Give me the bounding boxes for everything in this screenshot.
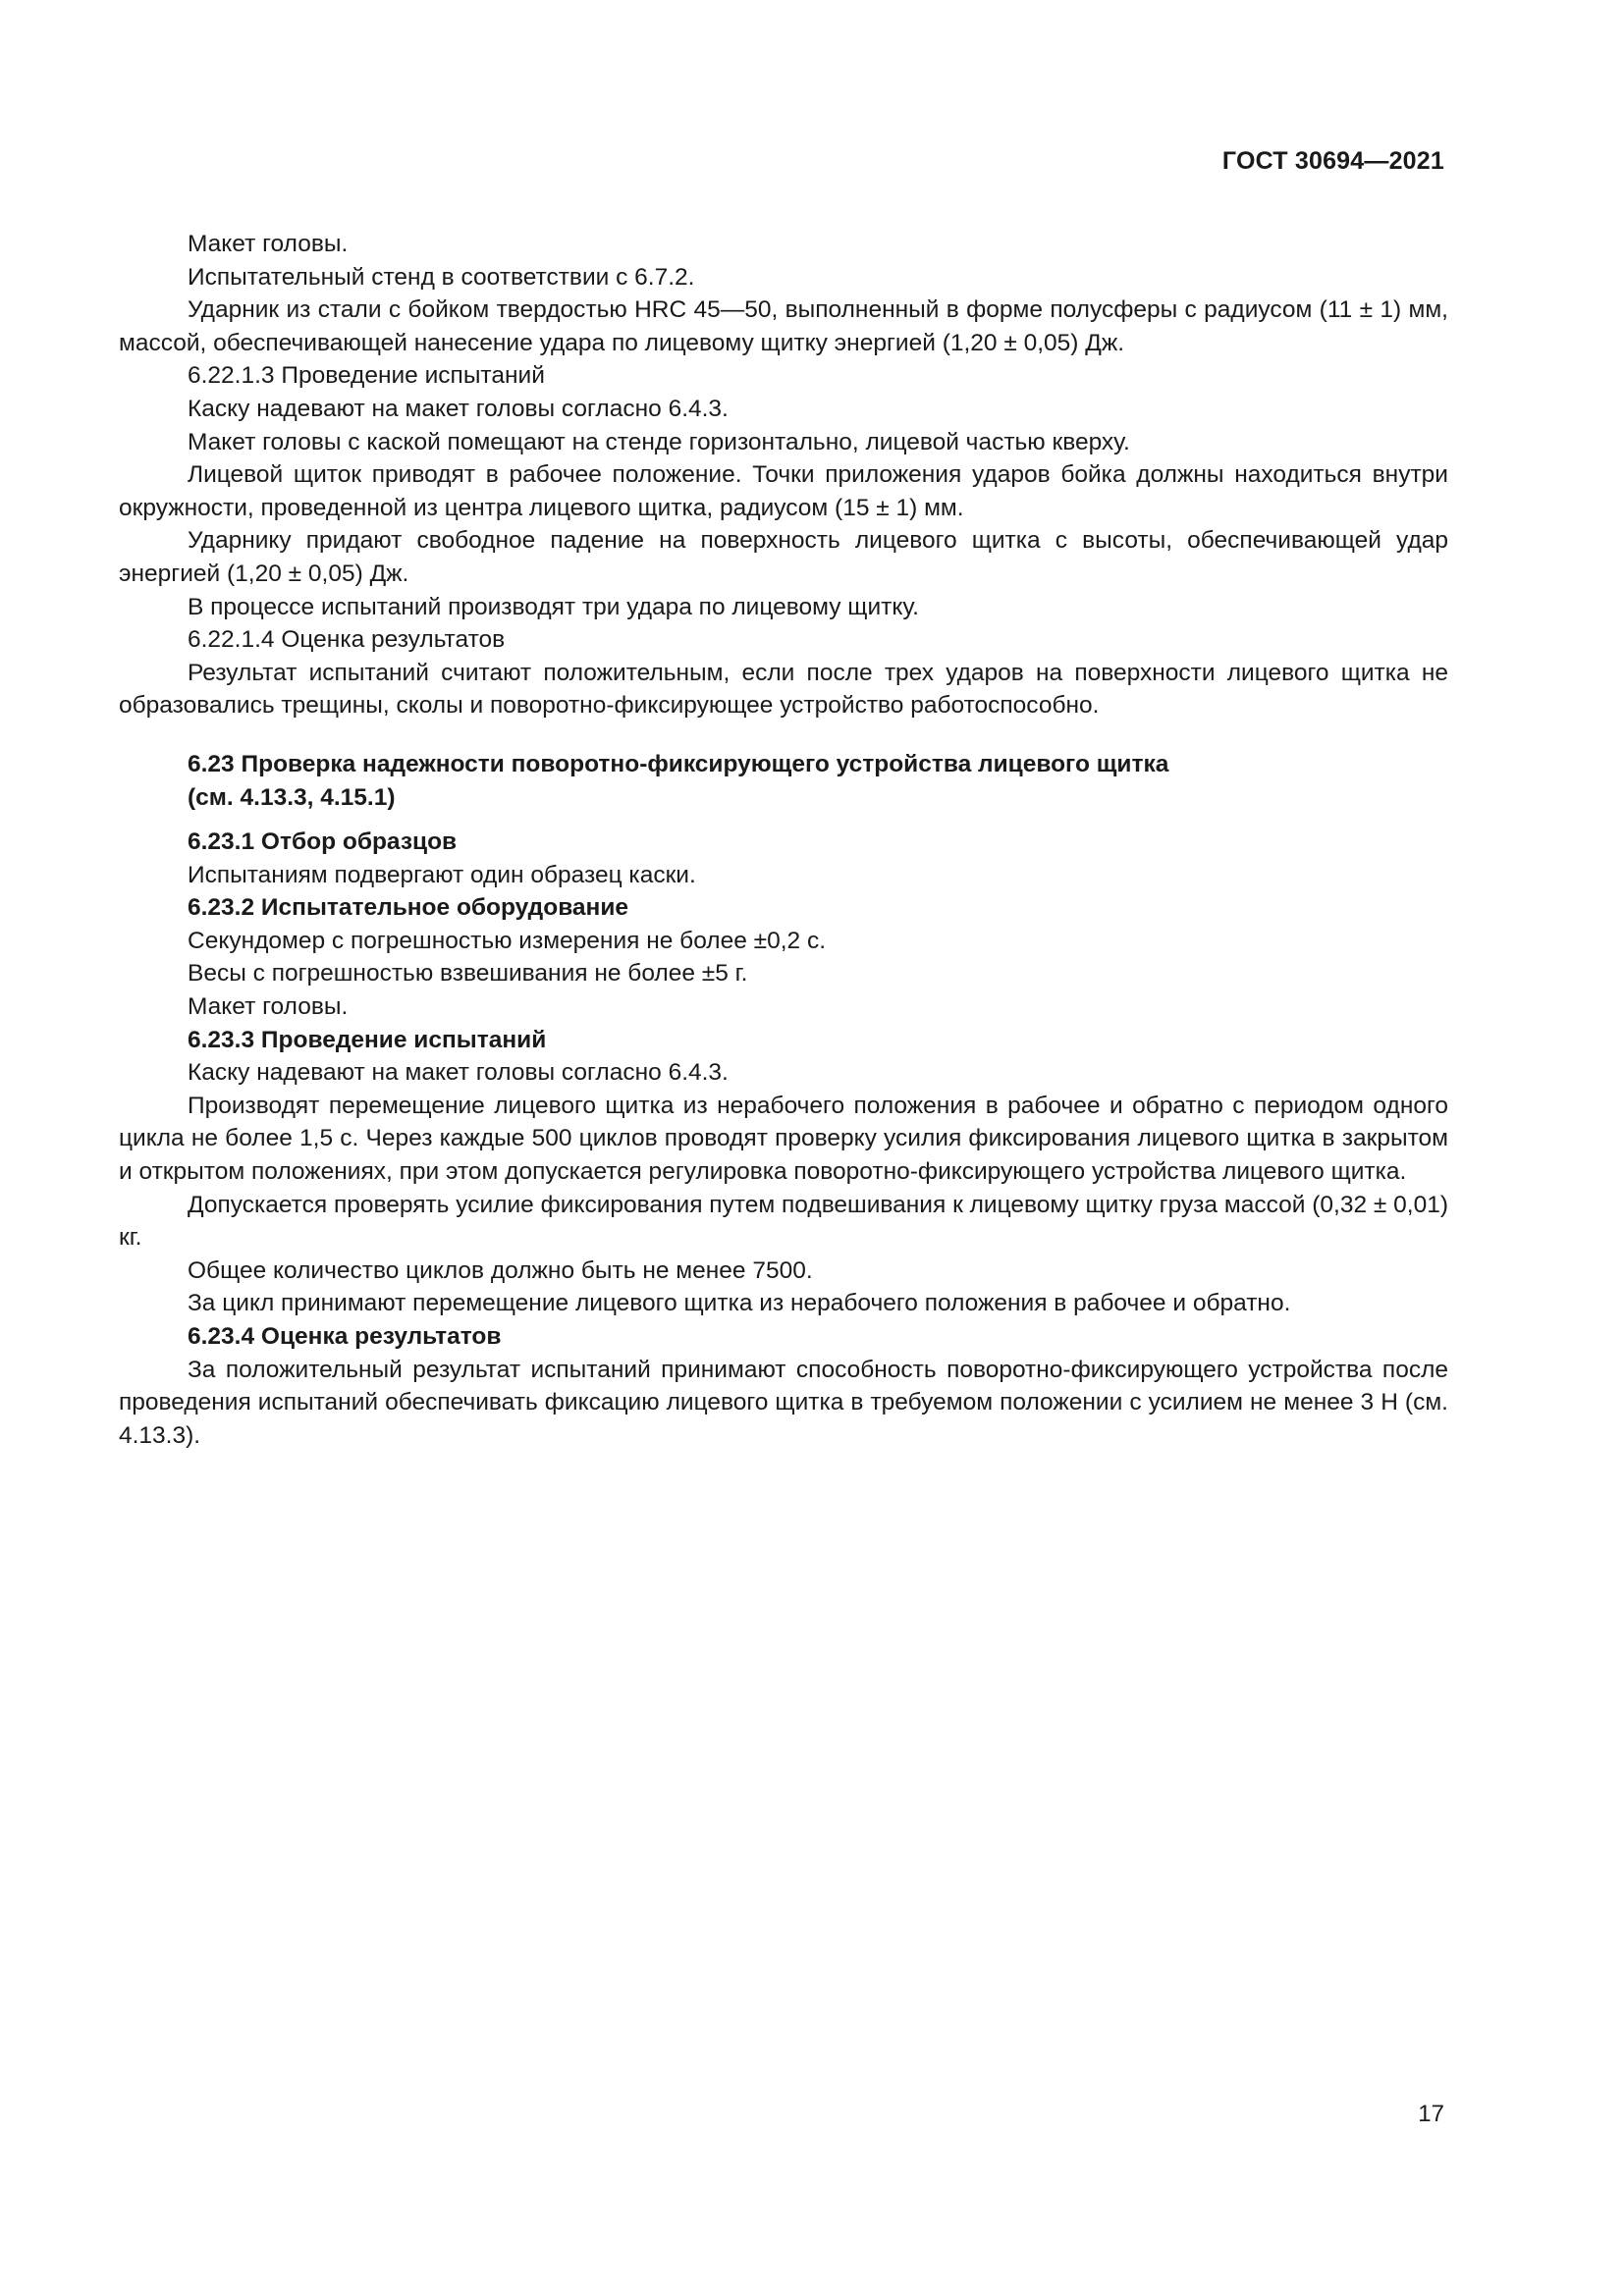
- section-title: [119, 748, 1448, 814]
- subsection-heading: 6.23.3 Проведение испытаний: [188, 1026, 547, 1053]
- paragraph: Допускается проверять усилие фиксирования путем подвешивания к лицевому щитку груза массой (0,32 ± 0,01) кг.: [119, 1191, 1448, 1252]
- paragraph: Ударнику придают свободное падение на поверхность лицевого щитка с высоты, обеспечивающей удар энергией (1,20 ± 0,05) Дж.: [119, 527, 1448, 587]
- subsection-heading: 6.22.1.4 Оценка результатов: [188, 626, 506, 654]
- paragraph: В процессе испытаний производят три удара по лицевому щитку.: [188, 593, 919, 620]
- paragraph: За положительный результат испытаний принимают способность поворотно-фиксирующего устройства после проведения испытаний обеспечивать фиксацию лицевого щитка в требуемом положении с усилием не менее 3 Н (см. 4.13.3).: [119, 1356, 1448, 1449]
- paragraph: Макет головы с каской помещают на стенде горизонтально, лицевой частью кверху.: [188, 428, 1130, 455]
- paragraph: Макет головы.: [188, 993, 349, 1021]
- page-number: 17: [1418, 2101, 1444, 2127]
- paragraph: Результат испытаний считают положительным, если после трех ударов на поверхности лицевого щитка не образовались трещины, сколы и поворотно-фиксирующее устройство работоспособно.: [119, 659, 1448, 720]
- subsection-heading: 6.23.1 Отбор образцов: [188, 828, 458, 856]
- subsection-heading: 6.23.4 Оценка результатов: [188, 1323, 502, 1350]
- section-title-line-1: 6.23 Проверка надежности поворотно-фиксирующего устройства лицевого щитка: [188, 750, 1169, 777]
- paragraph: Секундомер с погрешностью измерения не более ±0,2 с.: [188, 927, 827, 954]
- paragraph: Испытаниям подвергают один образец каски.: [188, 861, 696, 888]
- paragraph: Весы с погрешностью взвешивания не более ±5 г.: [188, 960, 748, 988]
- paragraph: За цикл принимают перемещение лицевого щитка из нерабочего положения в рабочее и обратно.: [188, 1290, 1291, 1317]
- paragraph: Макет головы.: [188, 231, 349, 257]
- subsection-heading: 6.23.2 Испытательное оборудование: [188, 894, 629, 922]
- document-id-header: ГОСТ 30694—2021: [1221, 147, 1444, 175]
- paragraph: Испытательный стенд в соответствии с 6.7.2.: [188, 263, 695, 291]
- paragraph: Производят перемещение лицевого щитка из нерабочего положения в рабочее и обратно с периодом одного цикла не более 1,5 с. Через каждые 500 циклов проводят проверку усилия фиксирования лицевого щитка в закрытом и открытом положениях, при этом допускается регулировка поворотно-фиксирующего устройства лицевого щитка.: [119, 1092, 1448, 1186]
- section-title-line-2: (см. 4.13.3, 4.15.1): [188, 783, 396, 811]
- paragraph: Каску надевают на макет головы согласно 6.4.3.: [188, 395, 729, 422]
- paragraph: Общее количество циклов должно быть не менее 7500.: [188, 1256, 813, 1284]
- document-body: [119, 228, 1448, 1452]
- subsection-heading: 6.22.1.3 Проведение испытаний: [188, 362, 545, 390]
- paragraph: Лицевой щиток приводят в рабочее положение. Точки приложения ударов бойка должны находиться внутри окружности, проведенной из центра лицевого щитка, радиусом (15 ± 1) мм.: [119, 461, 1448, 521]
- paragraph: Каску надевают на макет головы согласно 6.4.3.: [188, 1059, 729, 1087]
- paragraph: Ударник из стали с бойком твердостью HRC 45—50, выполненный в форме полусферы с радиусом (11 ± 1) мм, массой, обеспечивающей нанесение удара по лицевому щитку энергией (1,20 ± 0,05) Дж.: [119, 296, 1448, 356]
